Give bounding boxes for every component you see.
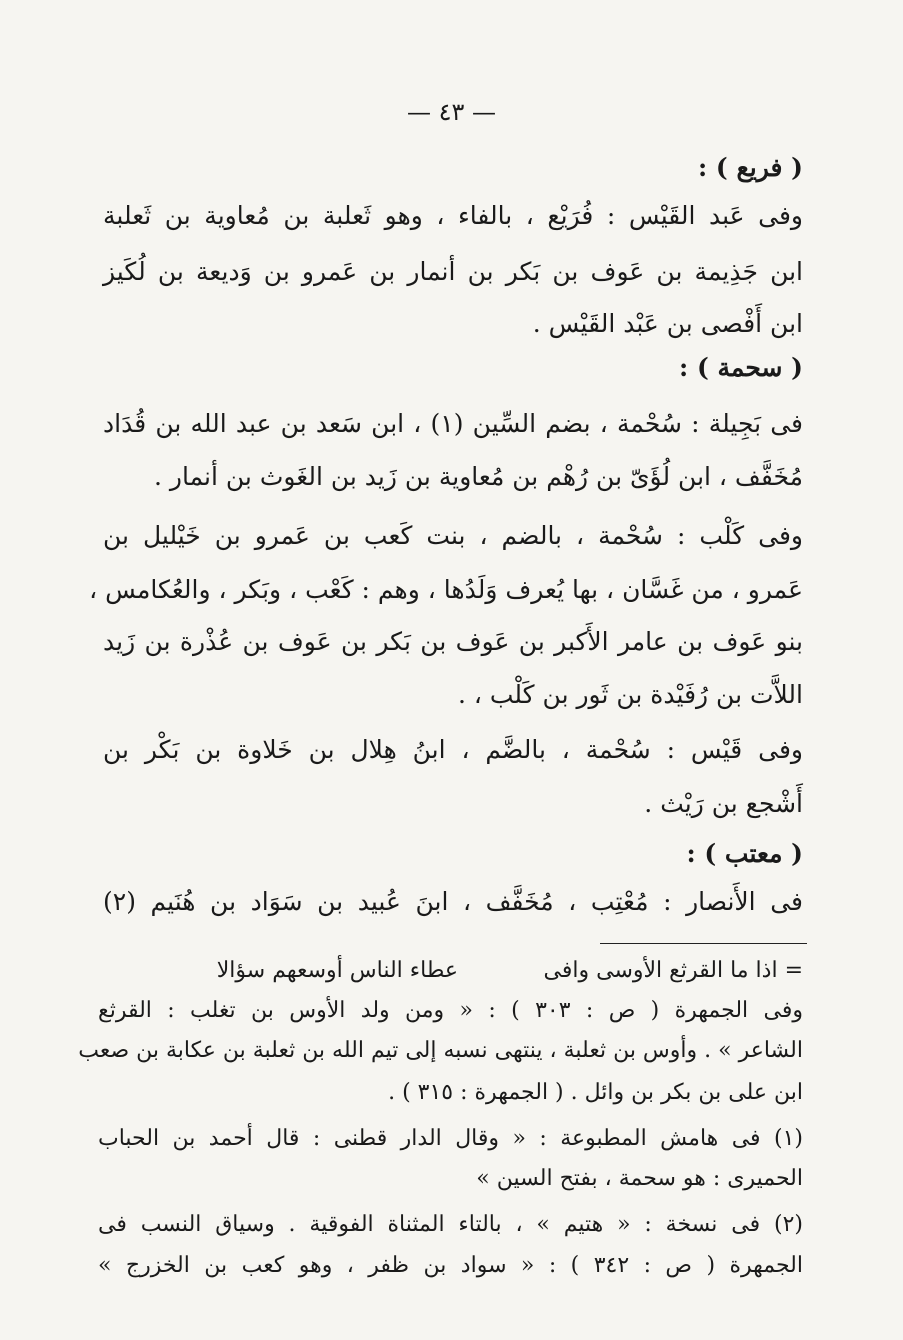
footnote-1: (١) فى هامش المطبوعة : « وقال الدار قطنى : قال أحمد بن الحباب [98, 1126, 803, 1151]
text-line: عَمرو ، من غَسَّان ، بها يُعرف وَلَدُها ، وهم : كَعْب ، وبَكر ، والعُكامس ، [89, 575, 803, 604]
text-line: وفى عَبد القَيْس : فُرَيْع ، بالفاء ، وهو ثَعلبة بن مُعاوية بن ثَعلبة [103, 201, 803, 230]
verse-hemistich-1: = اذا ما القرثع الأوسى وافى [543, 958, 803, 983]
text-line: اللاَّت بن رُفَيْدة بن ثَور بن كَلْب ، . [457, 680, 803, 709]
footnote-separator [600, 943, 807, 944]
footnote-line: الجمهرة ( ص : ٣٤٢ ) : « سواد بن ظفر ، وهو كعب بن الخزرج » [98, 1253, 804, 1278]
footnote-line: الحميرى : هو سحمة ، بفتح السين » [476, 1166, 803, 1191]
text-line: أَشْجع بن رَيْث . [644, 789, 803, 818]
section-heading-muattib: ( معتب ) : [686, 839, 803, 868]
section-heading-suhma: ( سحمة ) : [679, 353, 803, 382]
footnote-line: ابن على بن بكر بن وائل . ( الجمهرة : ٣١٥ ) . [388, 1080, 803, 1105]
footnote-line: وفى الجمهرة ( ص : ٣٠٣ ) : « ومن ولد الأوس بن تغلب : القرثع [98, 998, 804, 1023]
section-heading-fariya: ( فريع ) : [697, 153, 803, 182]
text-line: بنو عَوف بن عامر الأَكبر بن عَوف بن بَكر بن عَوف بن عُذْرة بن زَيد [103, 627, 803, 656]
footnote-line: الشاعر » . وأوس بن ثعلبة ، ينتهى نسبه إلى تيم الله بن ثعلبة بن عكابة بن صعب [78, 1038, 803, 1063]
text-line: مُخَفَّف ، ابن لُؤَىّ بن رُهْم بن مُعاوية بن زَيد بن الغَوث بن أنمار . [154, 462, 803, 491]
text-line: فى الأَنصار : مُعْتِب ، مُخَفَّف ، ابنَ عُبيد بن سَوَاد بن هُنَيم (٢) [103, 887, 803, 916]
text-line: فى بَجِيلة : سُحْمة ، بضم السِّين (١) ، ابن سَعد بن عبد الله بن قُدَاد [103, 409, 804, 438]
text-line: ابن جَذِيمة بن عَوف بن بَكر بن أنمار بن عَمرو بن وَديعة بن لُكَيز [103, 257, 803, 286]
verse-hemistich-2: عطاء الناس أوسعهم سؤالا [216, 958, 458, 983]
footnote-2: (٢) فى نسخة : « هتيم » ، بالتاء المثناة الفوقية . وسياق النسب فى [98, 1212, 803, 1237]
text-line: ابن أَفْصى بن عَبْد القَيْس . [532, 309, 803, 338]
text-line: وفى قَيْس : سُحْمة ، بالضَّم ، ابنُ هِلال بن خَلاوة بن بَكْر بن [103, 735, 803, 764]
page-number: — ٤٣ — [406, 98, 497, 126]
text-line: وفى كَلْب : سُحْمة ، بالضم ، بنت كَعب بن عَمرو بن خَيْليل بن [103, 521, 803, 550]
